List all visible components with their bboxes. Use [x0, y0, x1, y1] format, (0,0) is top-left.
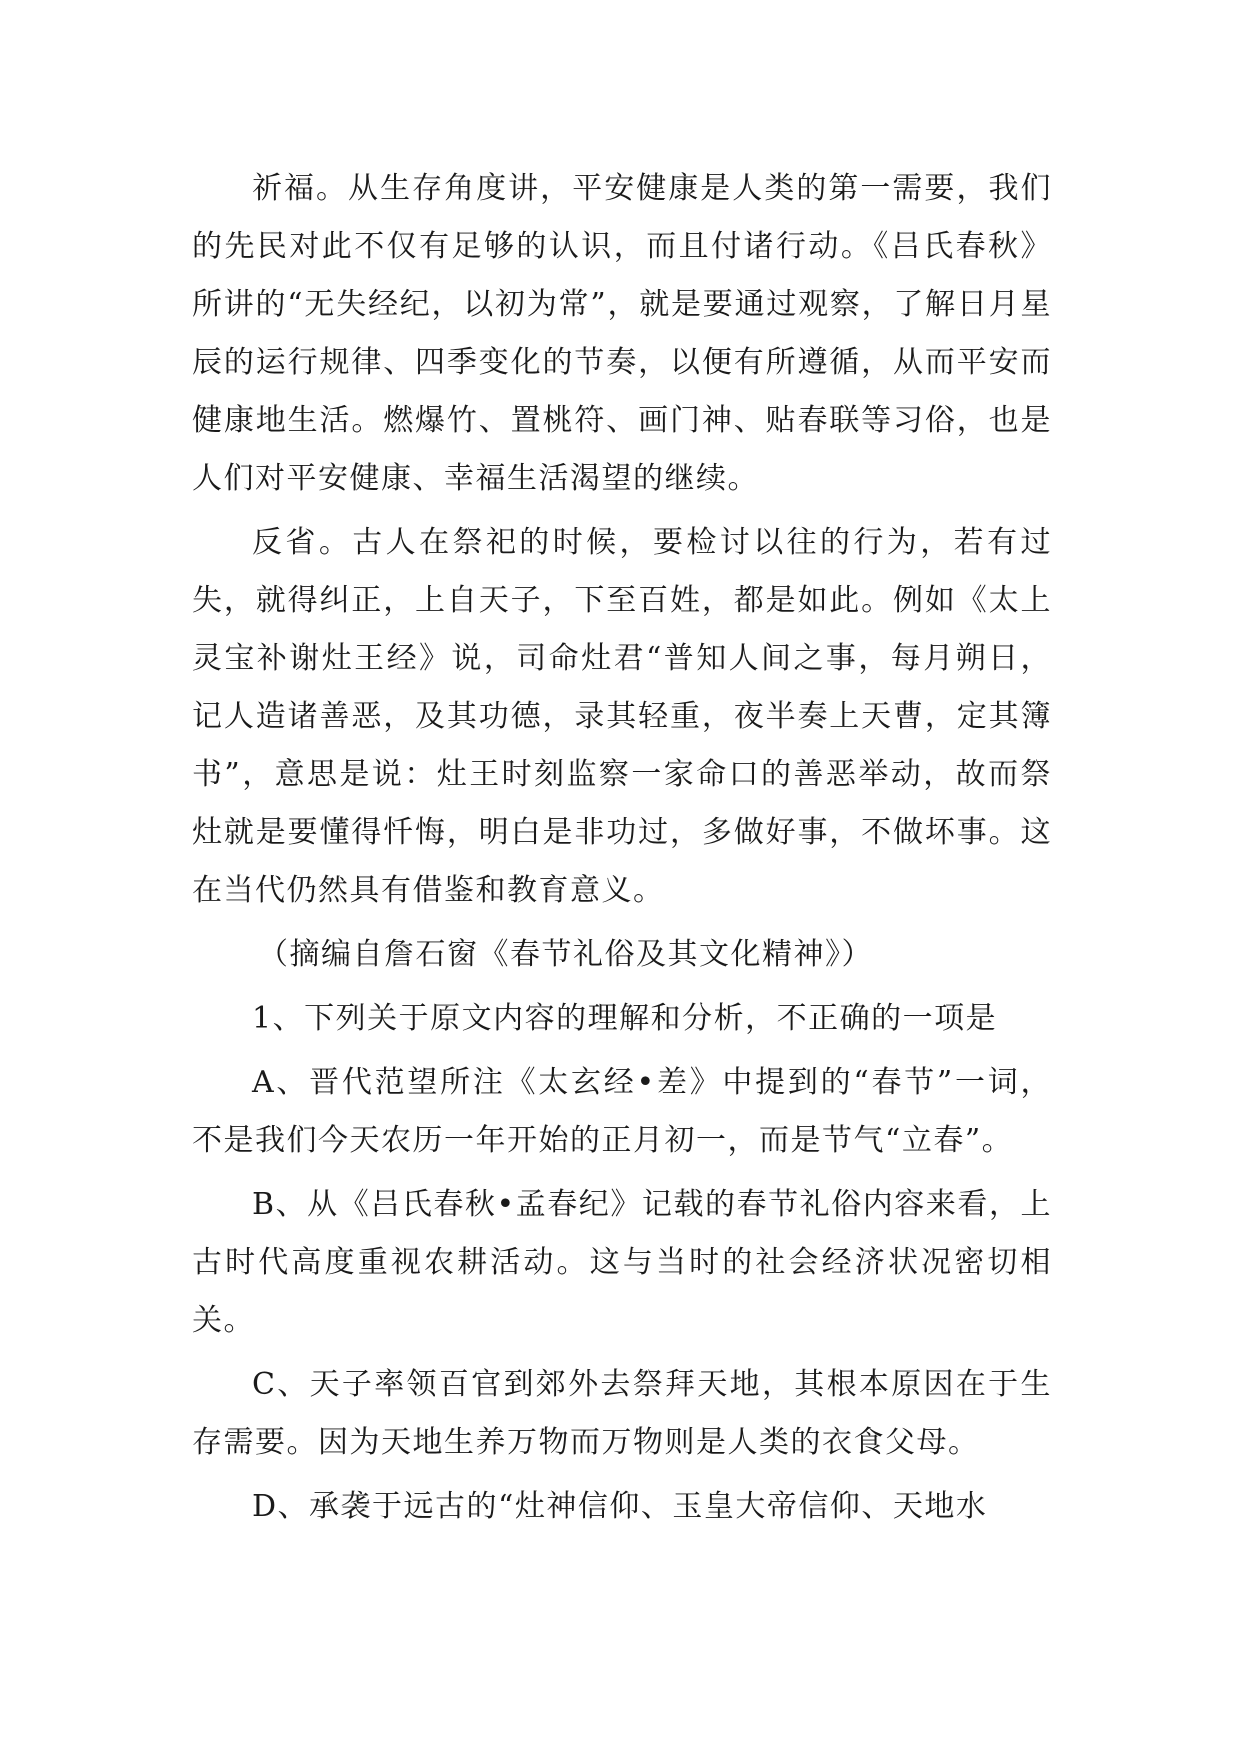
paragraph-reflection: 反省。古人在祭祀的时候，要检讨以往的行为，若有过失，就得纠正，上自天子，下至百姓，都是如此。例如《太上灵宝补谢灶王经》说，司命灶君“普知人间之事，每月朔日，记人造诸善恶，及其功德，录其轻重，夜半奏上天曹，定其簿书”，意思是说：灶王时刻监察一家命口的善恶举动，故而祭灶就是要懂得忏悔，明白是非功过，多做好事，不做坏事。这在当代仍然具有借鉴和教育意义。 [192, 525, 1052, 908]
source-citation: （摘编自詹石窗《春节礼俗及其文化精神》） [258, 937, 873, 972]
question-stem: 1、下列关于原文内容的理解和分析，不正确的一项是 [252, 1001, 998, 1036]
option-c: C、天子率领百官到郊外去祭拜天地，其根本原因在于生存需要。因为天地生养万物而万物则是人类的衣食父母。 [192, 1367, 1052, 1460]
option-d: D、承袭于远古的“灶神信仰、玉皇大帝信仰、天地水 [252, 1489, 988, 1524]
option-b: B、从《吕氏春秋•孟春纪》记载的春节礼俗内容来看，上古时代高度重视农耕活动。这与当时的社会经济状况密切相关。 [192, 1187, 1052, 1338]
option-a: A、晋代范望所注《太玄经•差》中提到的“春节”一词，不是我们今天农历一年开始的正月初一，而是节气“立春”。 [192, 1065, 1052, 1158]
document-body [192, 160, 1052, 1536]
paragraph-blessing: 祈福。从生存角度讲，平安健康是人类的第一需要，我们的先民对此不仅有足够的认识，而且付诸行动。《吕氏春秋》所讲的“无失经纪，以初为常”，就是要通过观察，了解日月星辰的运行规律、四季变化的节奏，以便有所遵循，从而平安而健康地生活。燃爆竹、置桃符、画门神、贴春联等习俗，也是人们对平安健康、幸福生活渴望的继续。 [192, 171, 1052, 496]
